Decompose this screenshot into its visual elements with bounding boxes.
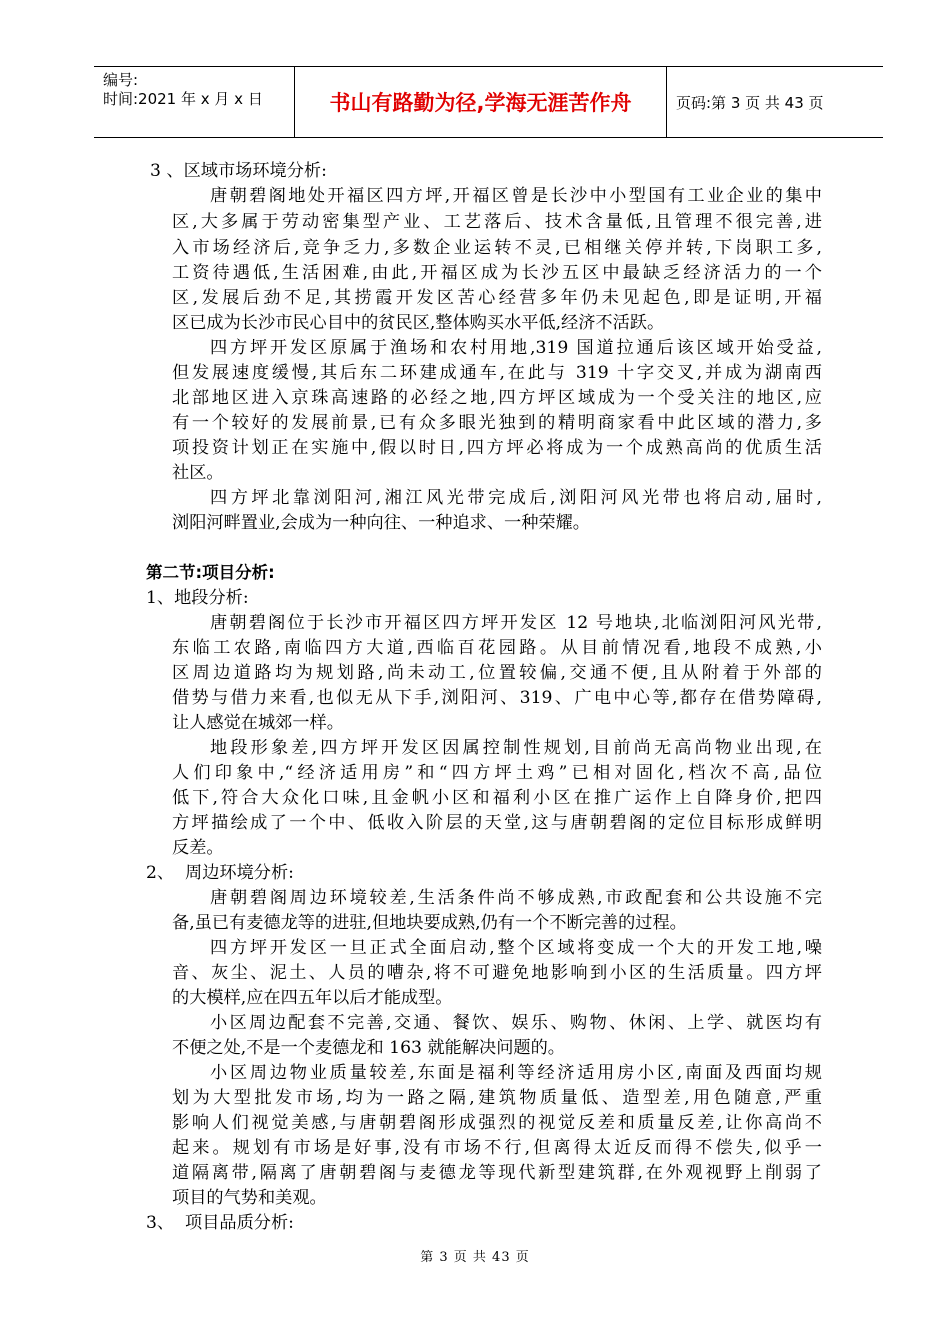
paragraph-line: 四方坪开发区一旦正式全面启动,整个区域将变成一个大的开发工地,噪 [210, 938, 822, 958]
paragraph-line: 北部地区进入京珠高速路的必经之地,四方坪区域成为一个受关注的地区,应 [172, 388, 822, 408]
paragraph-line: 项投资计划正在实施中,假以时日,四方坪必将成为一个成熟高尚的优质生活 [172, 438, 822, 458]
paragraph-line: 唐朝碧阁地处开福区四方坪,开福区曾是长沙中小型国有工业企业的集中 [210, 186, 822, 206]
paragraph-line: 的大模样,应在四五年以后才能成型。 [172, 988, 453, 1008]
header-page-code: 页码:第 3 页 共 43 页 [676, 93, 824, 112]
paragraph-line: 社区。 [172, 463, 224, 483]
paragraph-line: 工资待遇低,生活困难,由此,开福区成为长沙五区中最缺乏经济活力的一个 [172, 263, 822, 283]
paragraph-line: 让人感觉在城郊一样。 [172, 713, 344, 733]
header-motto: 书山有路勤为径,学海无涯苦作舟 [295, 67, 667, 137]
paragraph-line: 但发展速度缓慢,其后东二环建成通车,在此与 319 十字交叉,并成为湖南西 [172, 363, 822, 383]
paragraph-line: 小区周边物业质量较差,东面是福利等经济适用房小区,南面及西面均规 [210, 1063, 822, 1083]
paragraph-line: 四方坪开发区原属于渔场和农村用地,319 国道拉通后该区域开始受益, [210, 338, 822, 358]
paragraph-line: 影响人们视觉美感,与唐朝碧阁形成强烈的视觉反差和质量反差,让你高尚不 [172, 1113, 822, 1133]
paragraph-line: 区已成为长沙市民心目中的贫民区,整体购买水平低,经济不活跃。 [172, 313, 665, 333]
paragraph-line: 东临工农路,南临四方大道,西临百花园路。从目前情况看,地段不成熟,小 [172, 638, 822, 658]
header-info-cell [94, 67, 295, 137]
page-footer: 第 3 页 共 43 页 [420, 1250, 530, 1265]
paragraph-line: 小区周边配套不完善,交通、餐饮、娱乐、购物、休闲、上学、就医均有 [210, 1013, 822, 1033]
paragraph-line: 借势与借力来看,也似无从下手,浏阳河、319、广电中心等,都存在借势障碍, [172, 688, 822, 708]
paragraph-line: 道隔离带,隔离了唐朝碧阁与麦德龙等现代新型建筑群,在外观视野上削弱了 [172, 1163, 822, 1183]
paragraph-line: 入市场经济后,竞争乏力,多数企业运转不灵,已相继关停并转,下岗职工多, [172, 238, 822, 258]
paragraph-line: 人们印象中,“经济适用房”和“四方坪土鸡”已相对固化,档次不高,品位 [172, 763, 822, 783]
paragraph-line: 项目的气势和美观。 [172, 1188, 327, 1208]
paragraph-line: 区,大多属于劳动密集型产业、工艺落后、技术含量低,且管理不很完善,进 [172, 212, 822, 232]
document-number-label: 编号: [103, 71, 139, 89]
paragraph-line: 唐朝碧阁位于长沙市开福区四方坪开发区 12 号地块,北临浏阳河风光带, [210, 613, 822, 633]
section-heading-regional-market: 3 、区域市场环境分析: [150, 161, 327, 181]
paragraph-line: 唐朝碧阁周边环境较差,生活条件尚不够成熟,市政配套和公共设施不完 [210, 888, 822, 908]
document-time-label: 时间:2021 年 x 月 x 日 [103, 90, 263, 108]
paragraph-line: 四方坪北靠浏阳河,湘江风光带完成后,浏阳河风光带也将启动,届时, [210, 488, 822, 508]
paragraph-line: 音、灰尘、泥土、人员的嘈杂,将不可避免地影响到小区的生活质量。四方坪 [172, 963, 822, 983]
paragraph-line: 起来。规划有市场是好事,没有市场不行,但离得太近反而得不偿失,似乎一 [172, 1138, 822, 1158]
page-header [94, 66, 883, 138]
subheading-project-quality: 3、 项目品质分析: [146, 1213, 294, 1233]
subheading-surroundings: 2、 周边环境分析: [146, 863, 294, 883]
paragraph-line: 划为大型批发市场,均为一路之隔,建筑物质量低、造型差,用色随意,严重 [172, 1088, 822, 1108]
paragraph-line: 地段形象差,四方坪开发区因属控制性规划,目前尚无高尚物业出现,在 [210, 738, 822, 758]
section-heading-project-analysis: 第二节:项目分析: [146, 563, 275, 582]
paragraph-line: 不便之处,不是一个麦德龙和 163 就能解决问题的。 [172, 1038, 565, 1058]
paragraph-line: 备,虽已有麦德龙等的进驻,但地块要成熟,仍有一个不断完善的过程。 [172, 913, 687, 933]
paragraph-line: 区周边道路均为规划路,尚未动工,位置较偏,交通不便,且从附着于外部的 [172, 663, 822, 683]
paragraph-line: 方坪描绘成了一个中、低收入阶层的天堂,这与唐朝碧阁的定位目标形成鲜明 [172, 813, 822, 833]
subheading-location: 1、地段分析: [146, 588, 249, 608]
paragraph-line: 浏阳河畔置业,会成为一种向往、一种追求、一种荣耀。 [172, 513, 590, 533]
paragraph-line: 反差。 [172, 838, 224, 858]
paragraph-line: 低下,符合大众化口味,且金帆小区和福利小区在推广运作上自降身价,把四 [172, 788, 822, 808]
paragraph-line: 有一个较好的发展前景,已有众多眼光独到的精明商家看中此区域的潜力,多 [172, 413, 822, 433]
paragraph-line: 区,发展后劲不足,其捞霞开发区苦心经营多年仍未见起色,即是证明,开福 [172, 288, 822, 308]
